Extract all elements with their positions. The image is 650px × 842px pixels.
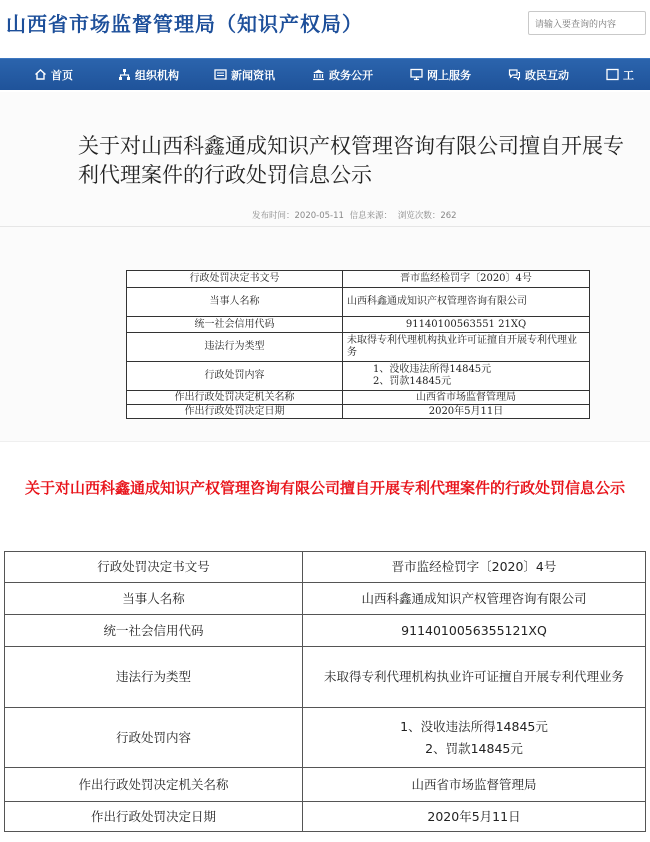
nav-item-label: 组织机构 — [135, 68, 179, 82]
main-nav — [0, 58, 650, 90]
news-icon — [214, 68, 227, 81]
government-icon — [312, 68, 325, 81]
nav-item-label: 政民互动 — [525, 68, 569, 82]
nav-item-home[interactable] — [34, 59, 73, 91]
table-value: 9114010056355121XQ — [303, 615, 646, 647]
search-box[interactable] — [528, 11, 646, 35]
publish-date: 发布时间：2020-05-11 — [252, 211, 344, 221]
article-title: 关于对山西科鑫通成知识产权管理咨询有限公司擅自开展专利代理案件的行政处罚信息公示 — [78, 134, 624, 187]
table-key: 统一社会信用代码 — [127, 317, 343, 333]
nav-item-online-service[interactable] — [410, 59, 471, 91]
table-key: 作出行政处罚决定机关名称 — [127, 391, 343, 405]
site-header — [0, 0, 650, 46]
table-row — [5, 802, 646, 832]
table-value — [343, 362, 590, 391]
table-value: 山西科鑫通成知识产权管理咨询有限公司 — [343, 288, 590, 317]
table-row — [127, 317, 590, 333]
table-value: 晋市监经检罚字〔2020〕4号 — [343, 271, 590, 288]
view-count: 浏览次数：262 — [397, 211, 457, 221]
meta-divider — [0, 226, 650, 227]
table-value: 未取得专利代理机构执业许可证擅自开展专利代理业务 — [303, 647, 646, 708]
table-key: 作出行政处罚决定日期 — [127, 405, 343, 419]
table-value: 2020年5月11日 — [343, 405, 590, 419]
table-key: 行政处罚决定书文号 — [5, 552, 303, 583]
nav-item-news[interactable] — [214, 59, 275, 91]
nav-item-label: 网上服务 — [427, 68, 471, 82]
org-chart-icon — [118, 68, 131, 81]
table-key: 作出行政处罚决定日期 — [5, 802, 303, 832]
table-row — [5, 552, 646, 583]
site-title[interactable]: 山西省市场监督管理局（知识产权局） — [6, 12, 363, 36]
table-value: 未取得专利代理机构执业许可证擅自开展专利代理业务 — [343, 333, 590, 362]
penalty-table-original — [126, 270, 590, 419]
table-row — [127, 391, 590, 405]
penalty-line: 1、没收违法所得14845元 — [373, 364, 492, 375]
table-value: 山西省市场监督管理局 — [303, 768, 646, 802]
penalty-line: 2、罚款14845元 — [425, 740, 523, 756]
penalty-line: 2、罚款14845元 — [373, 376, 452, 387]
table-key: 当事人名称 — [5, 583, 303, 615]
table-row — [127, 271, 590, 288]
table-value: 山西科鑫通成知识产权管理咨询有限公司 — [303, 583, 646, 615]
table-key: 行政处罚内容 — [127, 362, 343, 391]
repeat-title: 关于对山西科鑫通成知识产权管理咨询有限公司擅自开展专利代理案件的行政处罚信息公示 — [24, 479, 625, 497]
table-value: 山西省市场监督管理局 — [343, 391, 590, 405]
table-key: 行政处罚决定书文号 — [127, 271, 343, 288]
home-icon — [34, 68, 47, 81]
table-row — [127, 333, 590, 362]
nav-item-more[interactable] — [606, 59, 634, 91]
table-key: 违法行为类型 — [5, 647, 303, 708]
nav-item-label: 新闻资讯 — [231, 68, 275, 82]
nav-item-label: 工 — [623, 68, 634, 82]
table-row — [5, 647, 646, 708]
info-source: 信息来源： — [349, 211, 393, 221]
table-value: 91140100563551 21XQ — [343, 317, 590, 333]
nav-item-organization[interactable] — [118, 59, 179, 91]
article-panel — [0, 92, 650, 442]
table-row — [5, 615, 646, 647]
table-value: 晋市监经检罚字〔2020〕4号 — [303, 552, 646, 583]
table-value: 2020年5月11日 — [303, 802, 646, 832]
article-meta — [252, 209, 460, 221]
table-value — [303, 708, 646, 768]
table-key: 作出行政处罚决定机关名称 — [5, 768, 303, 802]
nav-item-interaction[interactable] — [508, 59, 569, 91]
search-input[interactable] — [529, 14, 645, 36]
more-icon — [606, 68, 619, 81]
penalty-line: 1、没收违法所得14845元 — [400, 718, 548, 734]
table-row — [127, 288, 590, 317]
table-key: 统一社会信用代码 — [5, 615, 303, 647]
table-key: 违法行为类型 — [127, 333, 343, 362]
table-row — [5, 583, 646, 615]
table-row — [127, 362, 590, 391]
nav-item-label: 政务公开 — [329, 68, 373, 82]
table-key: 行政处罚内容 — [5, 708, 303, 768]
table-row — [5, 768, 646, 802]
nav-item-label: 首页 — [51, 68, 73, 82]
table-key: 当事人名称 — [127, 288, 343, 317]
interaction-icon — [508, 68, 521, 81]
monitor-icon — [410, 68, 423, 81]
table-row — [127, 405, 590, 419]
penalty-table — [4, 551, 646, 832]
nav-item-government-affairs[interactable] — [312, 59, 373, 91]
table-row — [5, 708, 646, 768]
